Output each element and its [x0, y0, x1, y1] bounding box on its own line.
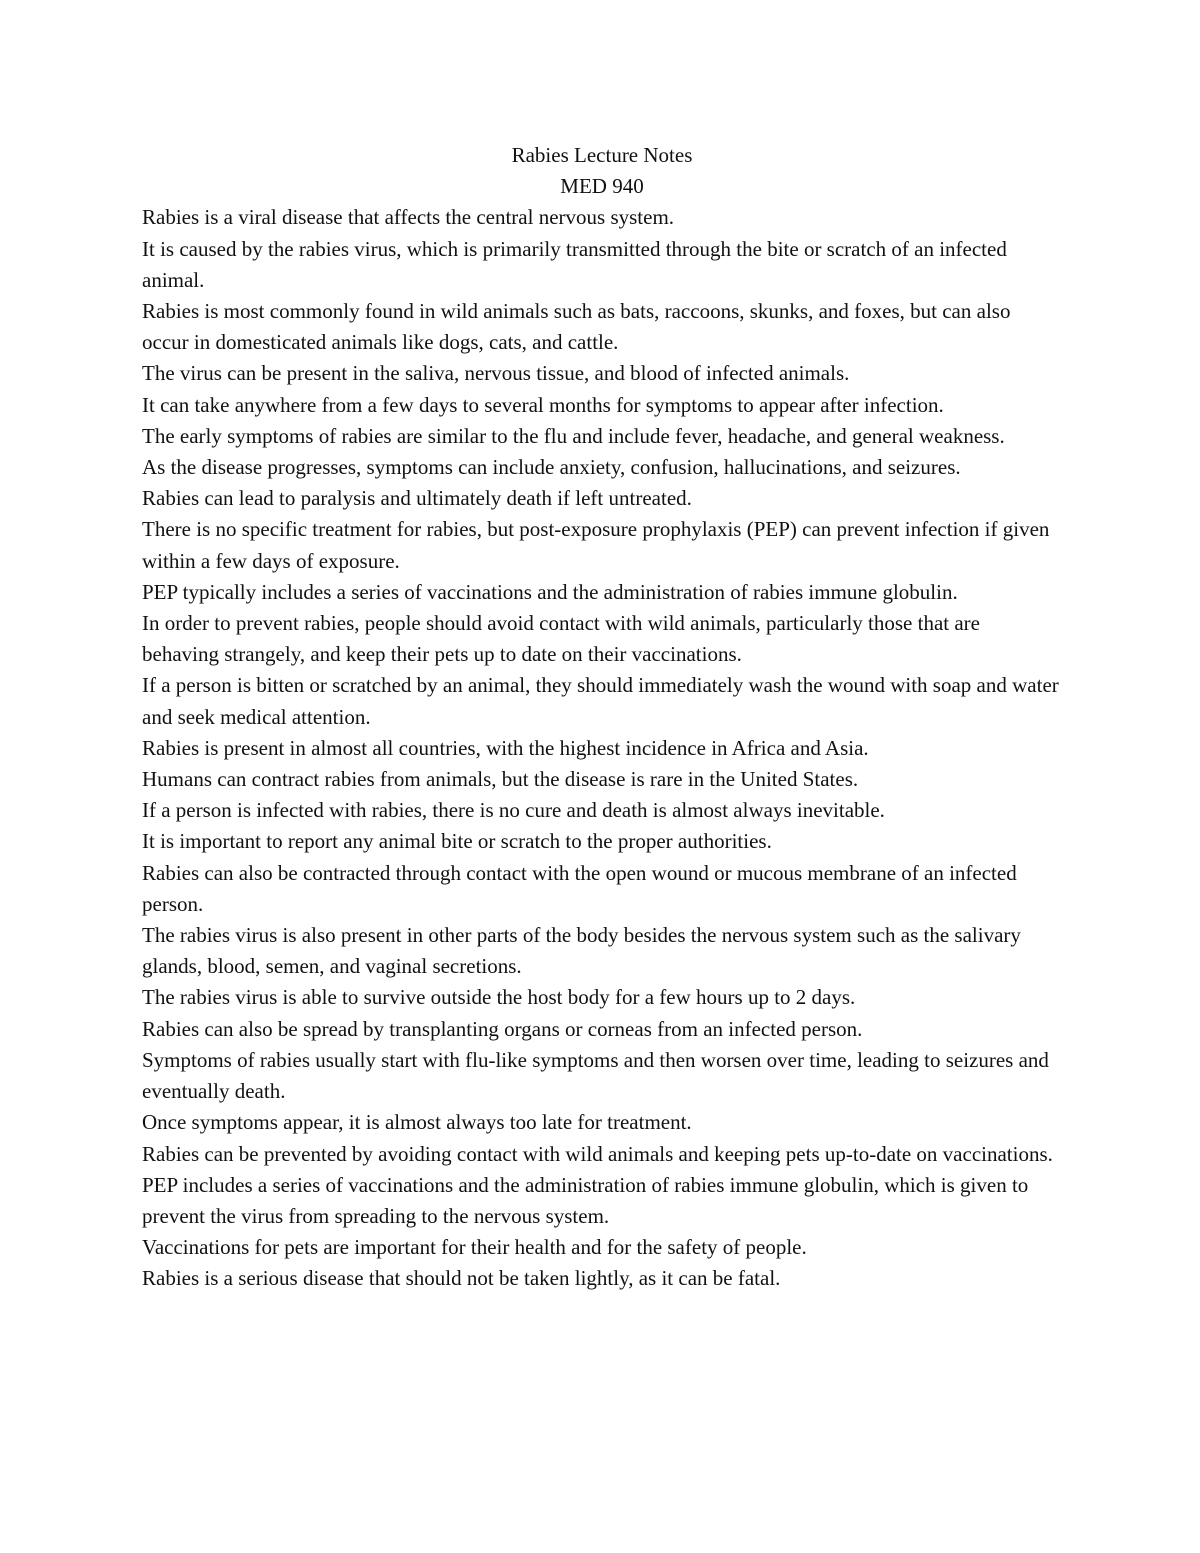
paragraph: The rabies virus is able to survive outside the host body for a few hours up to 2 days.	[142, 985, 856, 1010]
paragraph: If a person is infected with rabies, there is no cure and death is almost always inevitable.	[142, 798, 885, 823]
paragraph: It is caused by the rabies virus, which is primarily transmitted through the bite or scratch of an infected animal.	[142, 236, 1007, 292]
paragraph: Rabies can also be contracted through contact with the open wound or mucous membrane of an infected person.	[142, 860, 1017, 916]
paragraph: Rabies can lead to paralysis and ultimately death if left untreated.	[142, 486, 692, 511]
paragraph: Rabies is a serious disease that should not be taken lightly, as it can be fatal.	[142, 1266, 781, 1291]
paragraph: As the disease progresses, symptoms can include anxiety, confusion, hallucinations, and seizures.	[142, 455, 961, 480]
paragraph: Rabies can also be spread by transplanting organs or corneas from an infected person.	[142, 1016, 863, 1041]
paragraph: Rabies is present in almost all countries, with the highest incidence in Africa and Asia.	[142, 735, 869, 760]
document-title: Rabies Lecture Notes	[511, 143, 693, 167]
paragraph: Humans can contract rabies from animals, but the disease is rare in the United States.	[142, 767, 859, 792]
paragraph: Rabies is most commonly found in wild animals such as bats, raccoons, skunks, and foxes, but can also occur in domesticated animals like dogs, cats, and cattle.	[142, 299, 1011, 355]
paragraph: The virus can be present in the saliva, nervous tissue, and blood of infected animals.	[142, 361, 850, 386]
paragraph: If a person is bitten or scratched by an animal, they should immediately wash the wound with soap and water and seek medical attention.	[142, 673, 1059, 729]
document-body	[142, 140, 1062, 1295]
paragraph: Rabies is a viral disease that affects the central nervous system.	[142, 205, 675, 230]
paragraph: Rabies can be prevented by avoiding contact with wild animals and keeping pets up-to-date on vaccinations.	[142, 1141, 1053, 1166]
course-code: MED 940	[560, 174, 644, 199]
paragraph: It can take anywhere from a few days to several months for symptoms to appear after infection.	[142, 392, 944, 417]
paragraph: Once symptoms appear, it is almost always too late for treatment.	[142, 1110, 692, 1135]
paragraph: The early symptoms of rabies are similar to the flu and include fever, headache, and general weakness.	[142, 423, 1005, 448]
paragraph: Symptoms of rabies usually start with flu-like symptoms and then worsen over time, leading to seizures and eventually death.	[142, 1047, 1049, 1104]
paragraph: PEP includes a series of vaccinations and the administration of rabies immune globulin, which is given to prevent the virus from spreading to the nervous system.	[142, 1172, 1029, 1228]
paragraph: Vaccinations for pets are important for their health and for the safety of people.	[142, 1235, 807, 1260]
paragraph: PEP typically includes a series of vaccinations and the administration of rabies immune globulin.	[142, 579, 958, 604]
paragraph: In order to prevent rabies, people should avoid contact with wild animals, particularly those that are behaving strangely, and keep their pets up to date on their vaccinations.	[142, 611, 980, 667]
paragraph: The rabies virus is also present in other parts of the body besides the nervous system such as the salivary glands, blood, semen, and vaginal secretions.	[142, 923, 1021, 979]
paragraph: There is no specific treatment for rabies, but post-exposure prophylaxis (PEP) can prevent infection if given within a few days of exposure.	[142, 517, 1050, 573]
paragraph: It is important to report any animal bite or scratch to the proper authorities.	[142, 829, 772, 854]
